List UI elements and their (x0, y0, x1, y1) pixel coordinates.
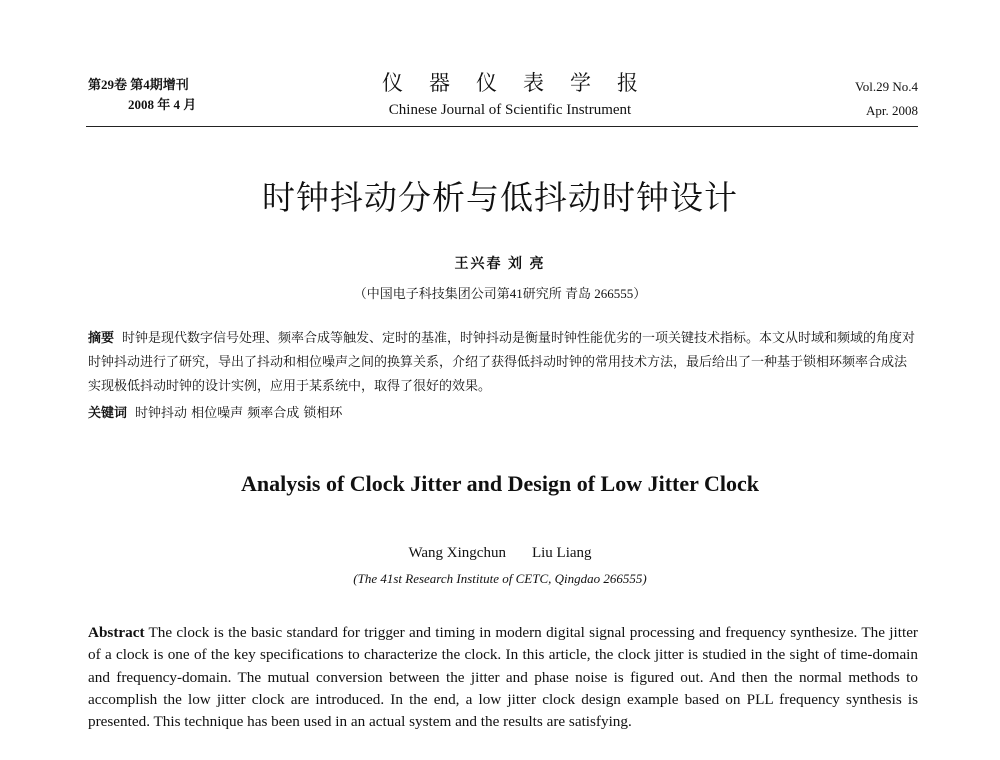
header-left (88, 75, 196, 115)
journal-title-cn: 仪器仪表学报 (382, 71, 664, 95)
abstract-cn-label: 摘要 (88, 331, 115, 346)
abstract-cn (88, 327, 918, 399)
author-en: Liu Liang (531, 545, 592, 561)
abstract-en-text: The clock is the basic standard for trigger and timing in modern digital signal processing and frequency synthesize. The jitter of a clock is one of the key specifications to characterize the clock. In this article, the clock jitter is studied in the sight of time-domain and frequency-domain. The mutual conversion between the jitter and phase noise is figured out. And then the normal methods to accomplish the low jitter clock are introduced. In the end, a low jitter clock design example based on PLL frequency synthesis is presented. This technique has been used in an actual system and the results are satisfying. (88, 624, 918, 731)
authors-en (0, 545, 1000, 562)
affiliation-en: (The 41st Research Institute of CETC, Qingdao 266555) (353, 571, 647, 586)
journal-title-en: Chinese Journal of Scientific Instrument (388, 102, 632, 118)
keywords-cn (88, 402, 918, 426)
paper-title-en: Analysis of Clock Jitter and Design of Low Jitter Clock (240, 471, 759, 496)
keywords-cn-text: 时钟抖动 相位噪声 频率合成 锁相环 (135, 406, 343, 421)
volume-issue-cn: 第29卷 第4期增刊 (88, 77, 189, 92)
header-right (855, 75, 918, 123)
date-en: Apr. 2008 (866, 103, 918, 118)
date-cn: 2008 年 4 月 (128, 97, 197, 112)
abstract-en (88, 622, 918, 733)
abstract-cn-text: 时钟是现代数字信号处理、频率合成等触发、定时的基准，时钟抖动是衡量时钟性能优劣的一项关键技术指标。本文从时域和频域的角度对时钟抖动进行了研究，导出了抖动和相位噪声之间的换算关系，介绍了获得低抖动时钟的常用技术方法，最后给出了一种基于锁相环频率合成法实现极低抖动时钟的设计实例，应用于某系统中，取得了很好的效果。 (88, 331, 916, 394)
volume-issue-en: Vol.29 No.4 (855, 79, 918, 94)
authors-cn: 王兴春 刘 亮 (454, 257, 546, 272)
keywords-cn-label: 关键词 (88, 406, 128, 421)
paper-title-cn: 时钟抖动分析与低抖动时钟设计 (262, 178, 738, 217)
header-rule (86, 126, 918, 127)
author-en: Wang Xingchun (408, 545, 506, 561)
abstract-en-label: Abstract (88, 624, 145, 641)
journal-header (340, 68, 680, 122)
affiliation-cn: （中国电子科技集团公司第41研究所 青岛 266555） (353, 286, 647, 301)
